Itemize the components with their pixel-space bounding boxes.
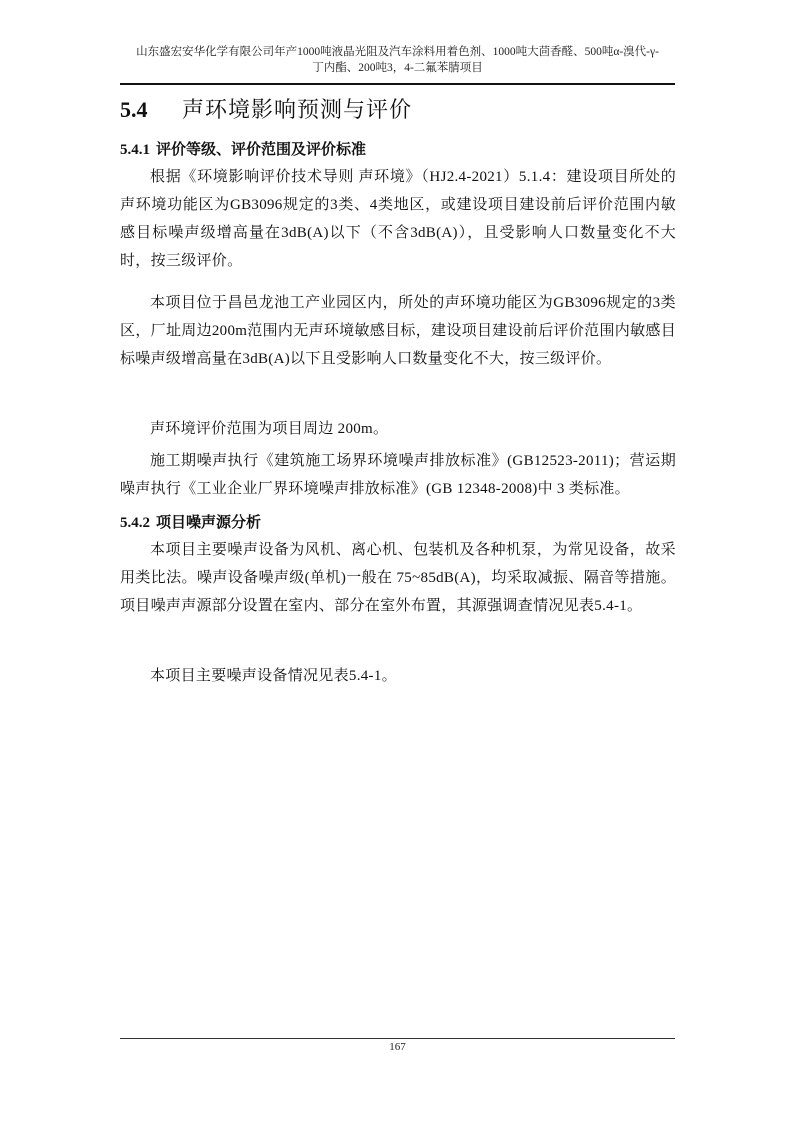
section-heading bbox=[120, 96, 412, 124]
paragraph: 本项目位于昌邑龙池工产业园区内，所处的声环境功能区为GB3096规定的3类区，厂址周边200m范围内无声环境敏感目标，建设项目建设前后评价范围内敏感目标噪声级增高量在3dB(A)以下且受影响人口数量变化不大，按三级评价。 bbox=[120, 295, 676, 367]
paragraph: 声环境评价范围为项目周边 200m。 bbox=[150, 421, 389, 437]
section-title: 声环境影响预测与评价 bbox=[182, 97, 413, 122]
paragraph: 施工期噪声执行《建筑施工场界环境噪声排放标准》(GB12523-2011)；营运期噪声执行《工业企业厂界环境噪声排放标准》(GB 12348-2008)中 3 类标准。 bbox=[120, 453, 676, 497]
header-line-1: 山东盛宏安华化学有限公司年产1000吨液晶光阻及汽车涂料用着色剂、1000吨大茴香醛、500吨α-溴代-γ- bbox=[136, 46, 659, 58]
footer-divider bbox=[120, 1038, 675, 1039]
subsection-number: 5.4.1 bbox=[120, 142, 150, 158]
subsection-title: 评价等级、评价范围及评价标准 bbox=[156, 142, 367, 158]
header-line-2: 丁内酯、200吨3，4-二氟苯腈项目 bbox=[312, 62, 483, 74]
subsection-heading-1 bbox=[120, 140, 366, 160]
paragraph: 根据《环境影响评价技术导则 声环境》（HJ2.4-2021）5.1.4：建设项目所处的声环境功能区为GB3096规定的3类、4类地区，或建设项目建设前后评价范围内敏感目标噪声级增高量在3dB(A)以下（不含3dB(A)），且受影响人口数量变化不大时，按三级评价。 bbox=[120, 169, 676, 269]
page-header bbox=[120, 44, 675, 76]
paragraph: 本项目主要噪声设备为风机、离心机、包装机及各种机泵，为常见设备，故采用类比法。噪声设备噪声级(单机)一般在 75~85dB(A)，均采取减振、隔音等措施。项目噪声声源部分设置在室内、部分在室外布置，其源强调查情况见表5.4-1。 bbox=[120, 542, 676, 614]
paragraph: 本项目主要噪声设备情况见表5.4-1。 bbox=[150, 668, 397, 684]
subsection-title: 项目噪声源分析 bbox=[156, 515, 262, 531]
subsection-number: 5.4.2 bbox=[120, 515, 150, 531]
section-number: 5.4 bbox=[120, 97, 148, 122]
subsection-heading-2 bbox=[120, 513, 261, 533]
page-number: 167 bbox=[389, 1041, 406, 1053]
header-divider bbox=[120, 83, 675, 85]
